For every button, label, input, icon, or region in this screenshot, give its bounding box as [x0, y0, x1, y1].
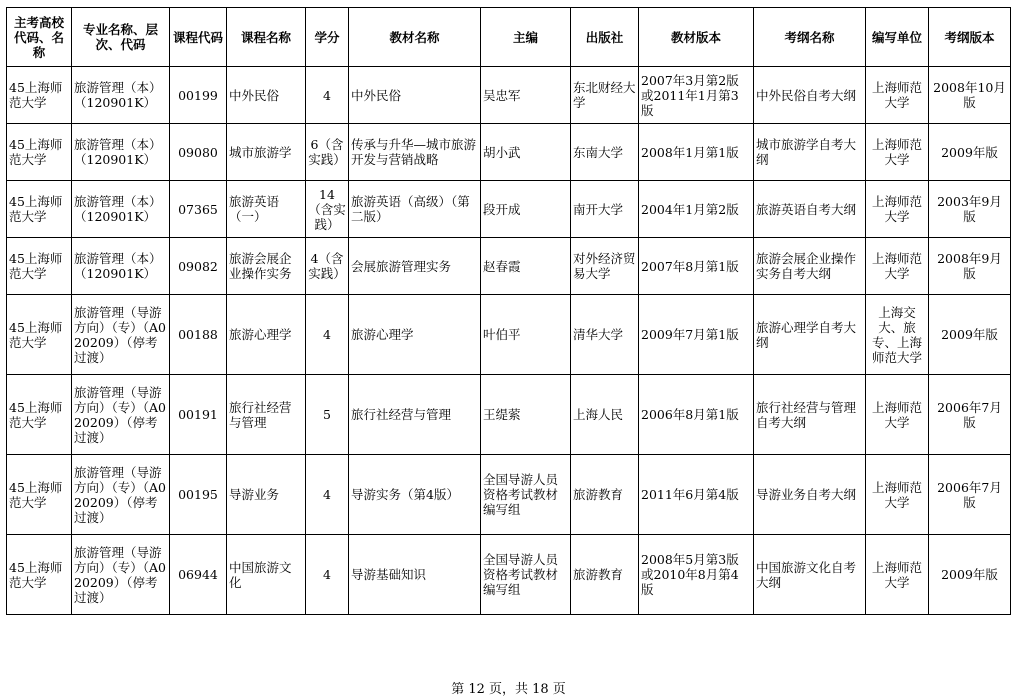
compiler-cell: 上海师范大学: [866, 124, 929, 181]
syllabus-cell: 中外民俗自考大纲: [754, 67, 866, 124]
table-row: [7, 67, 1011, 124]
editor-cell: 叶伯平: [481, 295, 571, 375]
major-cell: 旅游管理（导游方向）（专）（A020209）（停考过渡）: [72, 295, 170, 375]
course-code-cell: 09080: [170, 124, 227, 181]
course-name-cell: 中外民俗: [227, 67, 306, 124]
course-name-cell: 导游业务: [227, 455, 306, 535]
editor-cell: 全国导游人员资格考试教材编写组: [481, 455, 571, 535]
compiler-cell: 上海交大、旅专、上海师范大学: [866, 295, 929, 375]
compiler-cell: 上海师范大学: [866, 238, 929, 295]
major-cell: 旅游管理（导游方向）（专）（A020209）（停考过渡）: [72, 455, 170, 535]
syllabus-version-cell: 2009年版: [929, 295, 1011, 375]
compiler-cell: 上海师范大学: [866, 67, 929, 124]
university-cell: 45上海师范大学: [7, 295, 72, 375]
editor-cell: 全国导游人员资格考试教材编写组: [481, 535, 571, 615]
edition-cell: 2004年1月第2版: [639, 181, 754, 238]
header-cell: 主编: [481, 8, 571, 67]
course-table: [6, 7, 1011, 615]
university-cell: 45上海师范大学: [7, 181, 72, 238]
course-code-cell: 06944: [170, 535, 227, 615]
editor-cell: 吴忠军: [481, 67, 571, 124]
major-cell: 旅游管理（导游方向）（专）（A020209）（停考过渡）: [72, 375, 170, 455]
publisher-cell: 对外经济贸易大学: [571, 238, 639, 295]
header-cell: 考纲版本: [929, 8, 1011, 67]
page-footer: 第 12 页，共 18 页: [451, 682, 566, 697]
header-cell: 教材名称: [349, 8, 481, 67]
textbook-cell: 导游基础知识: [349, 535, 481, 615]
course-name-cell: 中国旅游文化: [227, 535, 306, 615]
header-cell: 编写单位: [866, 8, 929, 67]
header-cell: 出版社: [571, 8, 639, 67]
editor-cell: 王缇萦: [481, 375, 571, 455]
compiler-cell: 上海师范大学: [866, 535, 929, 615]
edition-cell: 2009年7月第1版: [639, 295, 754, 375]
textbook-cell: 传承与升华—城市旅游开发与营销战略: [349, 124, 481, 181]
header-cell: 教材版本: [639, 8, 754, 67]
header-cell: 学分: [306, 8, 349, 67]
syllabus-cell: 城市旅游学自考大纲: [754, 124, 866, 181]
course-name-cell: 城市旅游学: [227, 124, 306, 181]
major-cell: 旅游管理（本）（120901K）: [72, 238, 170, 295]
table-row: [7, 375, 1011, 455]
header-cell: 专业名称、层次、代码: [72, 8, 170, 67]
credit-cell: 4（含实践）: [306, 238, 349, 295]
university-cell: 45上海师范大学: [7, 535, 72, 615]
course-code-cell: 09082: [170, 238, 227, 295]
syllabus-version-cell: 2006年7月版: [929, 375, 1011, 455]
publisher-cell: 东南大学: [571, 124, 639, 181]
course-name-cell: 旅游英语（一）: [227, 181, 306, 238]
university-cell: 45上海师范大学: [7, 375, 72, 455]
course-name-cell: 旅游心理学: [227, 295, 306, 375]
credit-cell: 4: [306, 535, 349, 615]
university-cell: 45上海师范大学: [7, 67, 72, 124]
major-cell: 旅游管理（本）（120901K）: [72, 124, 170, 181]
table-row: [7, 124, 1011, 181]
editor-cell: 赵春霞: [481, 238, 571, 295]
header-cell: 主考高校代码、名称: [7, 8, 72, 67]
credit-cell: 6（含实践）: [306, 124, 349, 181]
syllabus-cell: 导游业务自考大纲: [754, 455, 866, 535]
syllabus-version-cell: 2008年10月版: [929, 67, 1011, 124]
credit-cell: 4: [306, 455, 349, 535]
header-cell: 考纲名称: [754, 8, 866, 67]
major-cell: 旅游管理（本）（120901K）: [72, 181, 170, 238]
course-name-cell: 旅行社经营与管理: [227, 375, 306, 455]
table-row: [7, 181, 1011, 238]
syllabus-cell: 旅游心理学自考大纲: [754, 295, 866, 375]
editor-cell: 胡小武: [481, 124, 571, 181]
university-cell: 45上海师范大学: [7, 124, 72, 181]
header-cell: 课程名称: [227, 8, 306, 67]
publisher-cell: 旅游教育: [571, 455, 639, 535]
course-code-cell: 00191: [170, 375, 227, 455]
syllabus-cell: 中国旅游文化自考大纲: [754, 535, 866, 615]
editor-cell: 段开成: [481, 181, 571, 238]
syllabus-version-cell: 2009年版: [929, 124, 1011, 181]
edition-cell: 2006年8月第1版: [639, 375, 754, 455]
compiler-cell: 上海师范大学: [866, 455, 929, 535]
credit-cell: 14（含实践）: [306, 181, 349, 238]
syllabus-cell: 旅游英语自考大纲: [754, 181, 866, 238]
syllabus-version-cell: 2006年7月版: [929, 455, 1011, 535]
publisher-cell: 上海人民: [571, 375, 639, 455]
textbook-cell: 旅游心理学: [349, 295, 481, 375]
textbook-cell: 旅行社经营与管理: [349, 375, 481, 455]
major-cell: 旅游管理（导游方向）（专）（A020209）（停考过渡）: [72, 535, 170, 615]
course-code-cell: 00188: [170, 295, 227, 375]
course-name-cell: 旅游会展企业操作实务: [227, 238, 306, 295]
course-code-cell: 00199: [170, 67, 227, 124]
header-cell: 课程代码: [170, 8, 227, 67]
credit-cell: 5: [306, 375, 349, 455]
course-code-cell: 00195: [170, 455, 227, 535]
table-row: [7, 295, 1011, 375]
header-row: [7, 8, 1011, 67]
edition-cell: 2007年8月第1版: [639, 238, 754, 295]
course-code-cell: 07365: [170, 181, 227, 238]
syllabus-version-cell: 2003年9月版: [929, 181, 1011, 238]
syllabus-cell: 旅行社经营与管理自考大纲: [754, 375, 866, 455]
compiler-cell: 上海师范大学: [866, 181, 929, 238]
publisher-cell: 南开大学: [571, 181, 639, 238]
textbook-cell: 中外民俗: [349, 67, 481, 124]
syllabus-version-cell: 2008年9月版: [929, 238, 1011, 295]
university-cell: 45上海师范大学: [7, 238, 72, 295]
edition-cell: 2007年3月第2版或2011年1月第3版: [639, 67, 754, 124]
table-row: [7, 238, 1011, 295]
edition-cell: 2008年5月第3版或2010年8月第4版: [639, 535, 754, 615]
textbook-cell: 旅游英语（高级）（第二版）: [349, 181, 481, 238]
major-cell: 旅游管理（本）（120901K）: [72, 67, 170, 124]
edition-cell: 2011年6月第4版: [639, 455, 754, 535]
textbook-cell: 会展旅游管理实务: [349, 238, 481, 295]
university-cell: 45上海师范大学: [7, 455, 72, 535]
edition-cell: 2008年1月第1版: [639, 124, 754, 181]
publisher-cell: 东北财经大学: [571, 67, 639, 124]
credit-cell: 4: [306, 67, 349, 124]
publisher-cell: 清华大学: [571, 295, 639, 375]
textbook-cell: 导游实务（第4版）: [349, 455, 481, 535]
credit-cell: 4: [306, 295, 349, 375]
table-row: [7, 455, 1011, 535]
syllabus-cell: 旅游会展企业操作实务自考大纲: [754, 238, 866, 295]
compiler-cell: 上海师范大学: [866, 375, 929, 455]
table-row: [7, 535, 1011, 615]
syllabus-version-cell: 2009年版: [929, 535, 1011, 615]
publisher-cell: 旅游教育: [571, 535, 639, 615]
